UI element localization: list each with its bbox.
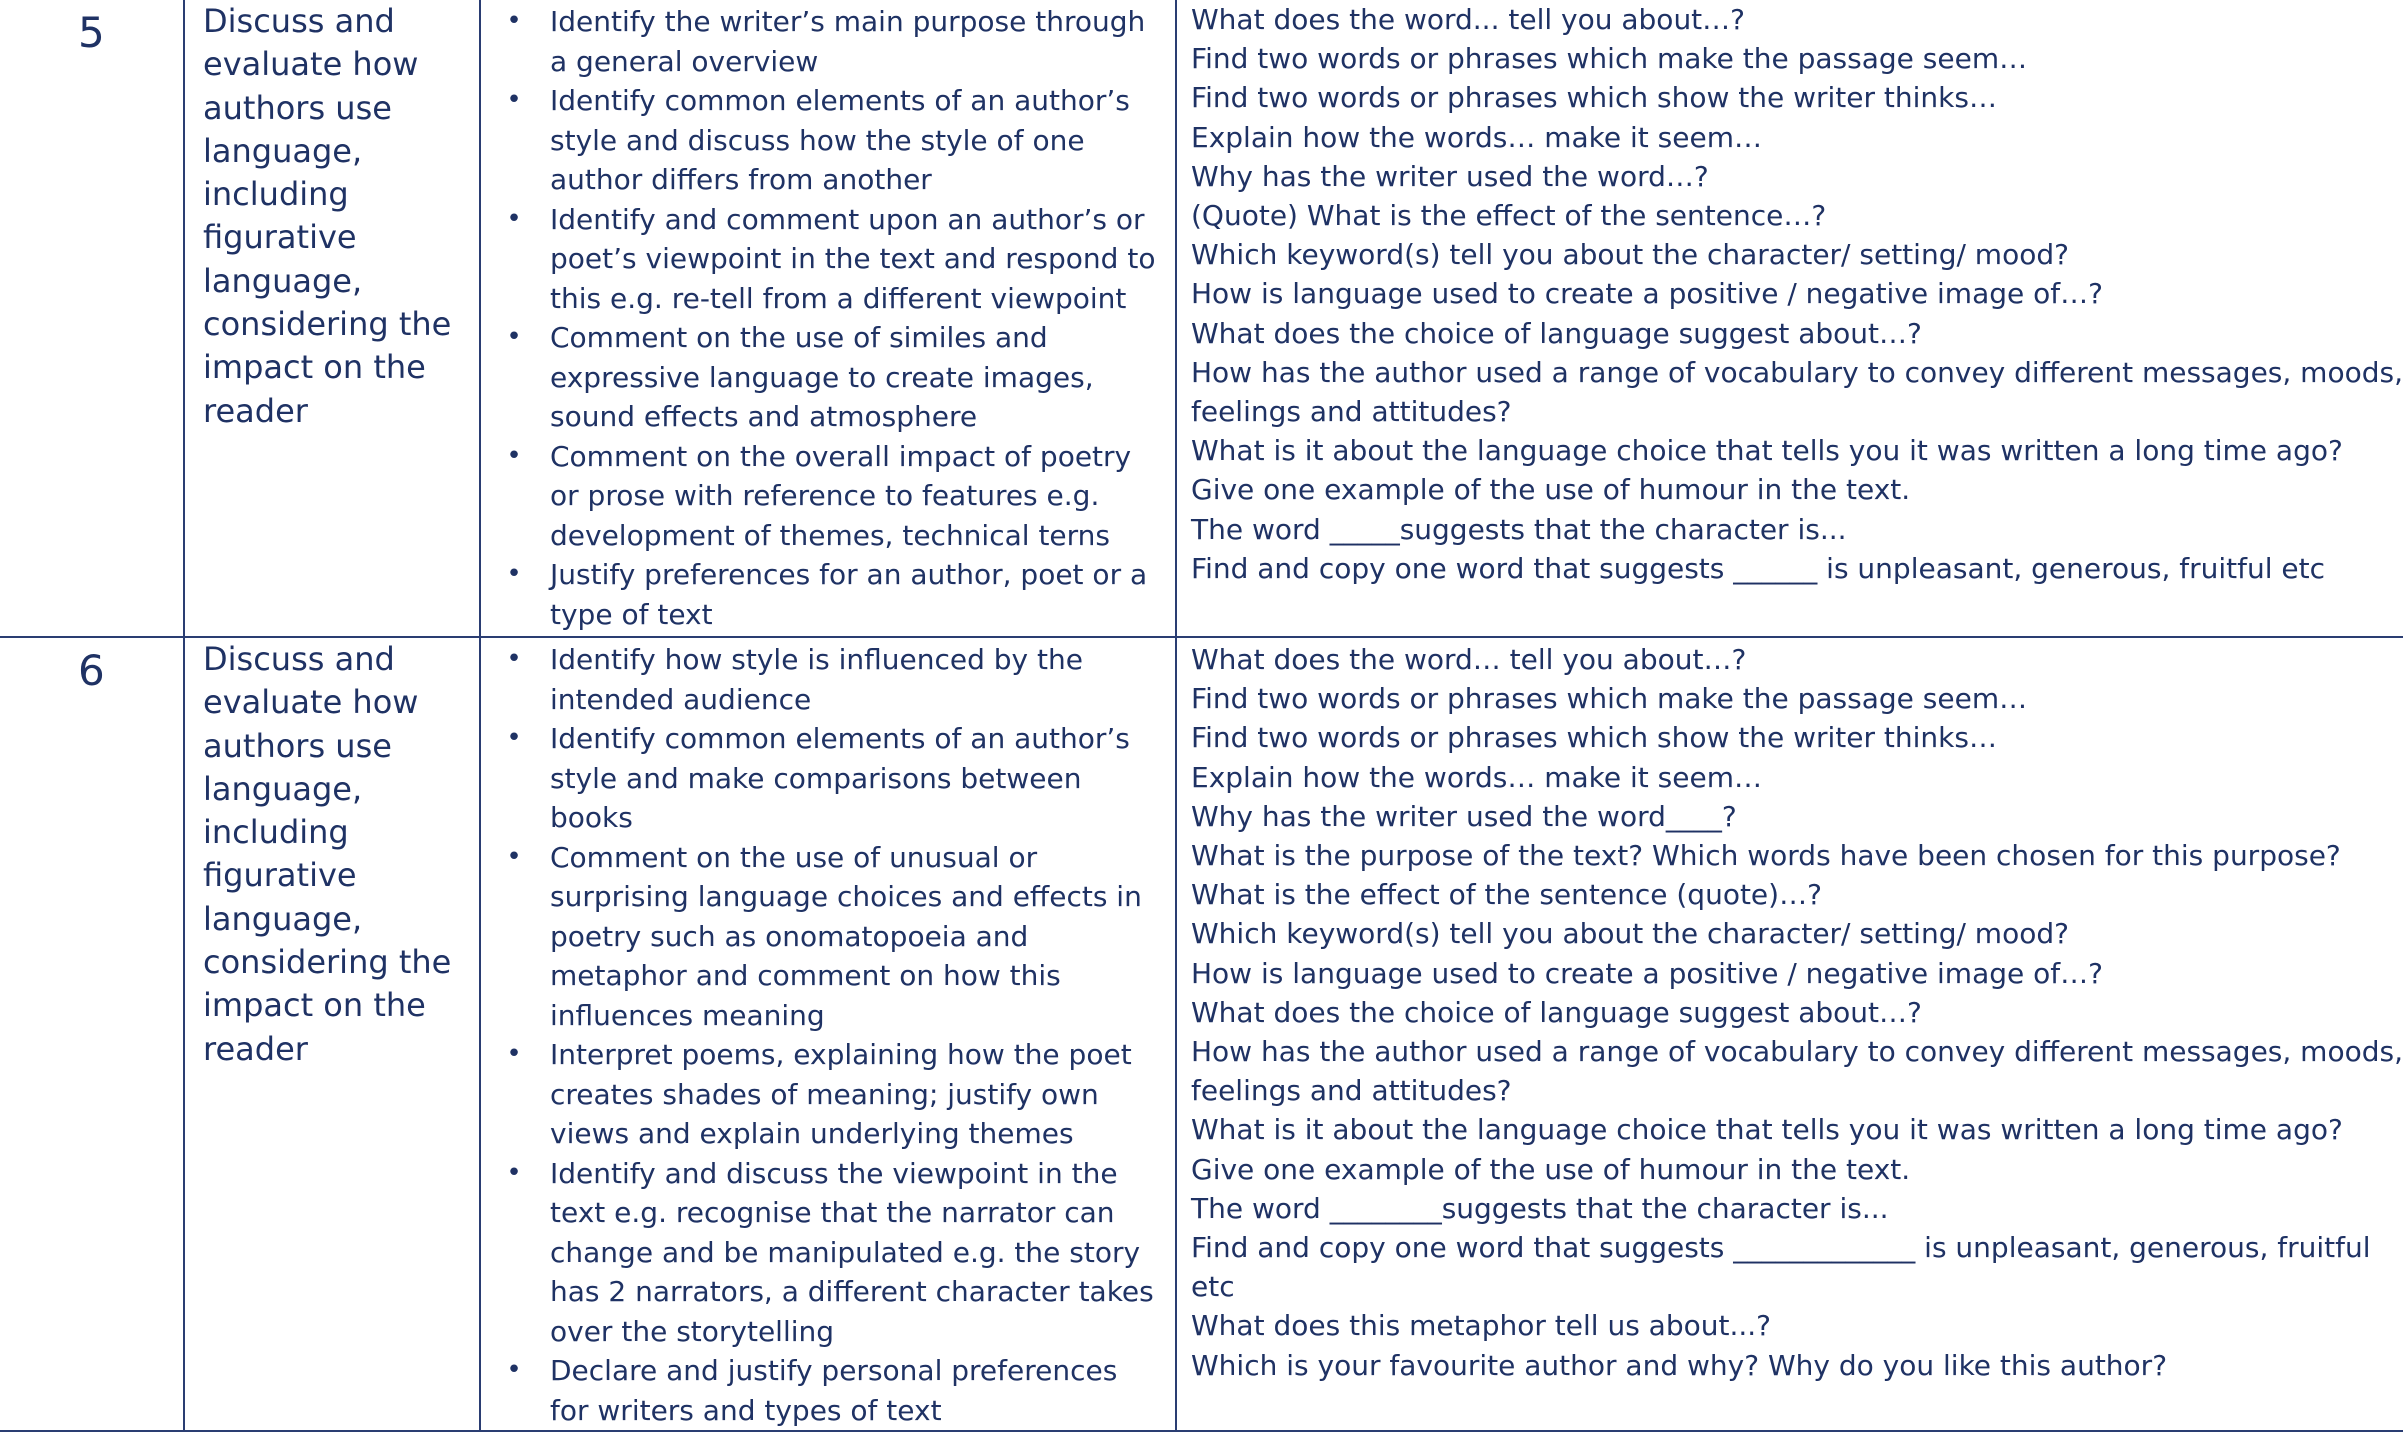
level-number: 6 <box>78 646 105 695</box>
skill-text: Comment on the use of unusual or surprising language choices and effects in poetry such as onomatopoeia and metaphor and comment on how this influences meaning <box>550 840 1142 1032</box>
focus-text: Discuss and evaluate how authors use language, including figurative language, considering the impact on the reader <box>203 2 452 430</box>
level-cell <box>0 0 184 637</box>
bullet-icon: • <box>506 644 522 674</box>
skill-text: Comment on the overall impact of poetry or prose with reference to features e.g. development of themes, technical terns <box>550 439 1132 552</box>
question-line: feelings and attitudes? <box>1191 395 1512 429</box>
list-item <box>481 838 1159 1036</box>
list-item <box>481 555 1159 634</box>
question-line: How has the author used a range of vocabulary to convey different messages, moods, <box>1191 355 2403 389</box>
bullet-icon: • <box>506 841 522 872</box>
skill-text: Declare and justify personal preferences for writers and types of text <box>550 1354 1118 1427</box>
bullet-icon: • <box>506 1039 522 1069</box>
skill-text: Identify common elements of an author’s style and discuss how the style of one author differs from another <box>550 84 1130 196</box>
focus-cell <box>184 637 480 1431</box>
level-cell <box>0 637 184 1431</box>
questions-list <box>1177 638 2403 1385</box>
list-item <box>481 2 1159 81</box>
question-line: Find two words or phrases which show the writer thinks… <box>1191 81 1997 115</box>
question-line: Give one example of the use of humour in the text. <box>1191 1152 1911 1186</box>
skill-text: Justify preferences for an author, poet or a type of text <box>550 558 1148 631</box>
skills-list <box>481 0 1175 634</box>
question-line: What does the word... tell you about…? <box>1191 3 1746 36</box>
question-line: What is it about the language choice that tells you it was written a long time ago? <box>1191 434 2343 468</box>
table-row-level-5 <box>0 0 2403 637</box>
list-item <box>481 1154 1159 1352</box>
question-line: Which keyword(s) tell you about the character/ setting/ mood? <box>1191 238 2069 272</box>
question-line: How is language used to create a positive / negative image of…? <box>1191 956 2103 990</box>
question-line: What is the effect of the sentence (quote)…? <box>1191 878 1822 912</box>
question-line: What does the word… tell you about…? <box>1191 643 1747 676</box>
question-line: Which is your favourite author and why? Why do you like this author? <box>1191 1348 2168 1382</box>
question-line: Find two words or phrases which make the passage seem… <box>1191 42 2028 76</box>
question-line: What is the purpose of the text? Which words have been chosen for this purpose? <box>1191 839 2341 873</box>
question-line: What does the choice of language suggest about…? <box>1191 316 1922 350</box>
list-item <box>481 640 1159 719</box>
skill-text: Interpret poems, explaining how the poet creates shades of meaning; justify own views and explain underlying themes <box>550 1038 1132 1150</box>
question-line: Find and copy one word that suggests _____________ is unpleasant, generous, fruitful etc <box>1191 1231 2371 1304</box>
skills-cell <box>480 0 1176 637</box>
bullet-icon: • <box>506 6 522 36</box>
question-line: Explain how the words… make it seem… <box>1191 120 1762 154</box>
question-line: Why has the writer used the word…? <box>1191 159 1709 193</box>
question-line: feelings and attitudes? <box>1191 1074 1512 1108</box>
question-line: How is language used to create a positive / negative image of…? <box>1191 277 2103 311</box>
questions-list <box>1177 0 2403 588</box>
question-line: Find two words or phrases which make the passage seem… <box>1191 682 2028 716</box>
question-line: (Quote) What is the effect of the sentence…? <box>1191 199 1827 233</box>
question-line: The word ________suggests that the character is... <box>1191 1191 1889 1225</box>
list-item <box>481 318 1159 437</box>
question-line: Give one example of the use of humour in the text. <box>1191 473 1911 507</box>
skills-list <box>481 638 1175 1430</box>
question-line: Why has the writer used the word____? <box>1191 799 1737 833</box>
skills-cell <box>480 637 1176 1431</box>
bullet-icon: • <box>506 1355 522 1385</box>
list-item <box>481 437 1159 556</box>
list-item <box>481 1035 1159 1154</box>
bullet-icon: • <box>506 203 522 234</box>
bullet-icon: • <box>506 322 522 352</box>
bullet-icon: • <box>506 559 522 589</box>
questions-cell <box>1176 637 2403 1431</box>
list-item <box>481 1351 1159 1430</box>
questions-cell <box>1176 0 2403 637</box>
question-line: What does this metaphor tell us about...? <box>1191 1309 1772 1343</box>
level-number: 5 <box>78 8 105 57</box>
skill-text: Identify and discuss the viewpoint in the text e.g. recognise that the narrator can change and be manipulated e.g. the story has 2 narrators, a different character takes over the storytelling <box>550 1156 1154 1348</box>
bullet-icon: • <box>506 1157 522 1188</box>
list-item <box>481 200 1159 319</box>
question-line: How has the author used a range of vocabulary to convey different messages, moods, <box>1191 1035 2403 1069</box>
bullet-icon: • <box>506 85 522 115</box>
bullet-icon: • <box>506 440 522 471</box>
question-line: Find two words or phrases which show the writer thinks… <box>1191 721 1997 755</box>
question-line: Find and copy one word that suggests ______ is unpleasant, generous, fruitful etc <box>1191 551 2326 585</box>
list-item <box>481 81 1159 200</box>
bullet-icon: • <box>506 723 522 753</box>
skill-text: Comment on the use of similes and expressive language to create images, sound effects and atmosphere <box>550 321 1094 433</box>
skill-text: Identify and comment upon an author’s or poet’s viewpoint in the text and respond to this e.g. re-tell from a different viewpoint <box>550 202 1156 315</box>
skill-text: Identify how style is influenced by the intended audience <box>550 643 1083 716</box>
question-line: What does the choice of language suggest about…? <box>1191 995 1922 1029</box>
question-line: Explain how the words… make it seem… <box>1191 760 1762 794</box>
skill-text: Identify the writer’s main purpose through a general overview <box>550 5 1146 78</box>
table-row-level-6 <box>0 637 2403 1431</box>
question-line: The word _____suggests that the character is... <box>1191 512 1847 546</box>
focus-text: Discuss and evaluate how authors use language, including figurative language, considering the impact on the reader <box>203 640 452 1068</box>
question-line: Which keyword(s) tell you about the character/ setting/ mood? <box>1191 917 2069 951</box>
skill-text: Identify common elements of an author’s style and make comparisons between books <box>550 722 1130 834</box>
question-line: What is it about the language choice that tells you it was written a long time ago? <box>1191 1113 2343 1147</box>
focus-cell <box>184 0 480 637</box>
list-item <box>481 719 1159 838</box>
